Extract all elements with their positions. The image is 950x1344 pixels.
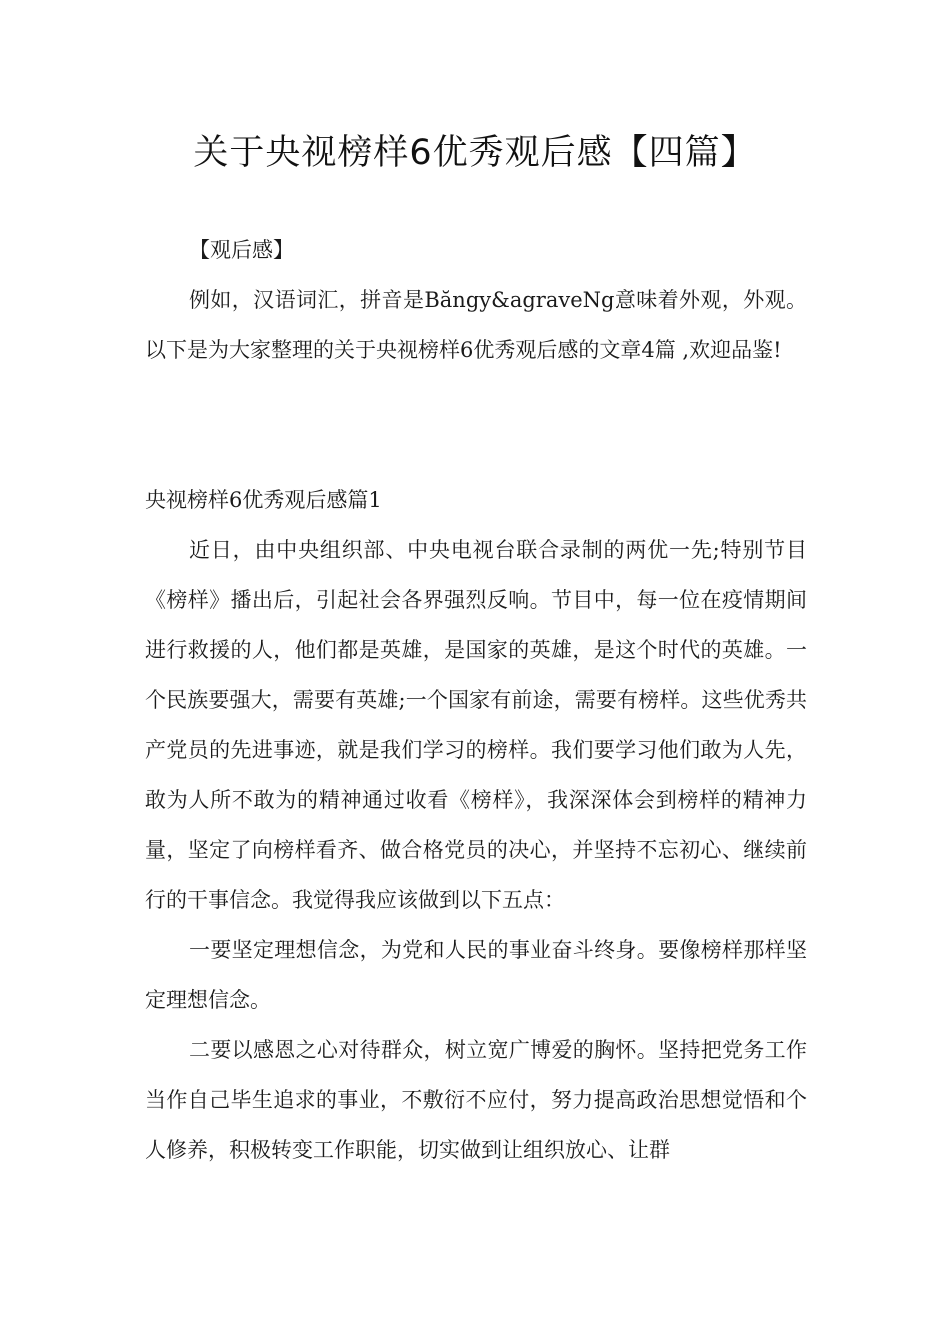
category-tag-text: 【观后感】 [189, 238, 294, 262]
section-heading-text: 央视榜样6优秀观后感篇1 [145, 488, 382, 512]
section-heading [145, 475, 807, 525]
section-body [145, 525, 807, 1175]
intro-text: 例如，汉语词汇，拼音是Băngy&agraveNg意味着外观，外观。以下是为大家整理的关于央视榜样6优秀观后感的文章4篇 ,欢迎品鉴! [145, 288, 807, 362]
intro-paragraph [145, 275, 807, 375]
category-tag [145, 225, 807, 275]
document-title: 关于央视榜样6优秀观后感【四篇】 [193, 133, 757, 173]
body-paragraph-1: 近日，由中央组织部、中央电视台联合录制的两优一先;特别节目《榜样》播出后，引起社会各界强烈反响。节目中，每一位在疫情期间进行救援的人，他们都是英雄，是国家的英雄，是这个时代的英雄。一个民族要强大，需要有英雄;一个国家有前途，需要有榜样。这些优秀共产党员的先进事迹，就是我们学习的榜样。我们要学习他们敢为人先，敢为人所不敢为的精神通过收看《榜样》，我深深体会到榜样的精神力量，坚定了向榜样看齐、做合格党员的决心，并坚持不忘初心、继续前行的干事信念。我觉得我应该做到以下五点： [145, 538, 807, 912]
body-paragraph-3: 二要以感恩之心对待群众，树立宽广博爱的胸怀。坚持把党务工作当作自己毕生追求的事业，不敷衍不应付，努力提高政治思想觉悟和个人修养，积极转变工作职能，切实做到让组织放心、让群 [145, 1038, 807, 1162]
body-paragraph-2: 一要坚定理想信念，为党和人民的事业奋斗终身。要像榜样那样坚定理想信念。 [145, 938, 807, 1012]
